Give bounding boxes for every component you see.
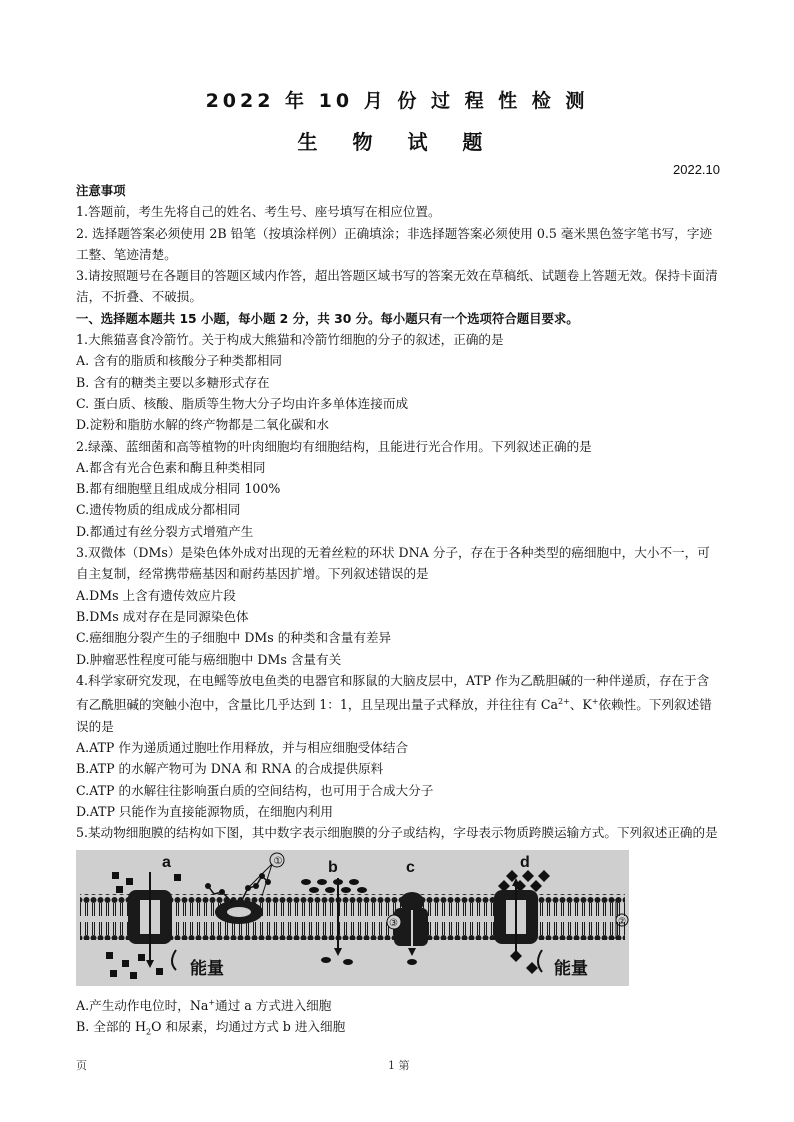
q4-option-b: B.ATP 的水解产物可为 DNA 和 RNA 的合成提供原料 [76, 761, 384, 777]
q4-stem-part2: 依赖性。下列叙述错误的是 [76, 697, 712, 734]
footer-page-number: 1 第 [388, 1059, 410, 1072]
q5-b-pre: B. 全部的 H [76, 1019, 147, 1035]
q5-a-pre: A.产生动作电位时，Na [76, 998, 209, 1014]
q1-option-d: D.淀粉和脂肪水解的终产物都是二氧化碳和水 [76, 417, 329, 433]
label-d: d [520, 854, 530, 871]
exam-date: 2022.10 [673, 162, 720, 177]
footer-left: 页 [76, 1059, 87, 1072]
q5-stem: 5.某动物细胞膜的结构如下图，其中数字表示细胞膜的分子或结构，字母表示物质跨膜运输方式。下列叙述正确的是 [76, 825, 718, 841]
energy-label-1: 能量 [190, 959, 224, 978]
notes-heading: 注意事项 [76, 183, 126, 198]
q4-option-c: C.ATP 的水解往往影响蛋白质的空间结构，也可用于合成大分子 [76, 782, 434, 798]
q4-stem [76, 670, 720, 737]
q5-option-b [76, 1016, 720, 1043]
exam-title: 2022 年 10 月 份 过 程 性 检 测 [205, 90, 589, 112]
energy-label-2: 能量 [554, 959, 588, 978]
note-item-3: 3.请按照题号在各题目的答题区域内作答，超出答题区域书写的答案无效在草稿纸、试题卷上答题无效。保持卡面清洁，不折叠、不破损。 [76, 268, 718, 305]
q5-a-sup: + [208, 998, 216, 1007]
q5-b-post: O 和尿素，均通过方式 b 进入细胞 [151, 1019, 346, 1035]
q4-stem-part1: 4.科学家研究发现，在电鳐等放电鱼类的电器官和豚鼠的大脑皮层中，ATP 作为乙酰胆碱的一种伴递质，存在于含有乙酰胆碱的突触小泡中，含量比几乎达到 1：1，且呈现出量子式释放，并往往有 Ca [76, 672, 710, 713]
exam-body [76, 180, 720, 843]
q2-option-a: A.都含有光合色素和酶且种类相同 [76, 459, 266, 475]
q4-sup-ca: 2+ [557, 697, 570, 707]
q3-option-b: B.DMs 成对存在是同源染色体 [76, 608, 249, 624]
q4-option-d: D.ATP 只能作为直接能源物质，在细胞内利用 [76, 803, 334, 819]
q4-option-a: A.ATP 作为递质通过胞吐作用释放，并与相应细胞受体结合 [76, 739, 409, 755]
q1-stem: 1.大熊猫喜食冷箭竹。关于构成大熊猫和冷箭竹细胞的分子的叙述，正确的是 [76, 332, 504, 348]
q5-option-a [76, 992, 720, 1016]
q3-option-a: A.DMs 上含有遗传效应片段 [76, 587, 236, 603]
q2-option-d: D.都通过有丝分裂方式增殖产生 [76, 523, 254, 539]
q5-b-sub: 2 [146, 1028, 152, 1037]
q3-stem: 3.双微体（DMs）是染色体外成对出现的无着丝粒的环状 DNA 分子，存在于各种类型的癌细胞中，大小不一，可自主复制，经常携带癌基因和耐药基因扩增。下列叙述错误的是 [76, 545, 710, 582]
q5-options [76, 992, 720, 1043]
note-item-1: 1.答题前，考生先将自己的姓名、考生号、座号填写在相应位置。 [76, 204, 441, 220]
q1-option-b: B. 含有的糖类主要以多糖形式存在 [76, 374, 270, 390]
q2-option-c: C.遗传物质的组成成分都相同 [76, 502, 241, 518]
membrane-diagram [76, 850, 629, 986]
note-item-2: 2. 选择题答案必须使用 2B 铅笔（按填涂样例）正确填涂；非选择题答案必须使用 0.5 毫米黑色签字笔书写，字迹工整、笔迹清楚。 [76, 225, 713, 262]
label-b: b [328, 859, 338, 876]
q2-option-b: B.都有细胞壁且组成成分相同 100% [76, 481, 281, 497]
label-1: ① [273, 856, 283, 867]
label-2: ② [618, 917, 627, 927]
q2-stem: 2.绿藻、蓝细菌和高等植物的叶肉细胞均有细胞结构，且能进行光合作用。下列叙述正确的是 [76, 438, 592, 454]
label-3: ③ [389, 918, 398, 929]
q3-option-d: D.肿瘤恶性程度可能与癌细胞中 DMs 含量有关 [76, 651, 342, 667]
q1-option-c: C. 蛋白质、核酸、脂质等生物大分子均由许多单体连接而成 [76, 395, 409, 411]
q3-option-c: C.癌细胞分裂产生的子细胞中 DMs 的种类和含量有差异 [76, 630, 392, 646]
q4-sup-k: + [591, 697, 599, 707]
q1-option-a: A. 含有的脂质和核酸分子种类都相同 [76, 353, 283, 369]
q5-a-post: 通过 a 方式进入细胞 [215, 998, 332, 1014]
section-heading: 一、选择题本题共 15 小题，每小题 2 分，共 30 分。每小题只有一个选项符合题目要求。 [76, 310, 579, 326]
q4-sep: 、K [569, 697, 592, 713]
label-a: a [162, 854, 171, 871]
exam-subtitle: 生 物 试 题 [297, 130, 497, 154]
label-c: c [406, 859, 415, 876]
cell-membrane-figure [76, 850, 629, 986]
